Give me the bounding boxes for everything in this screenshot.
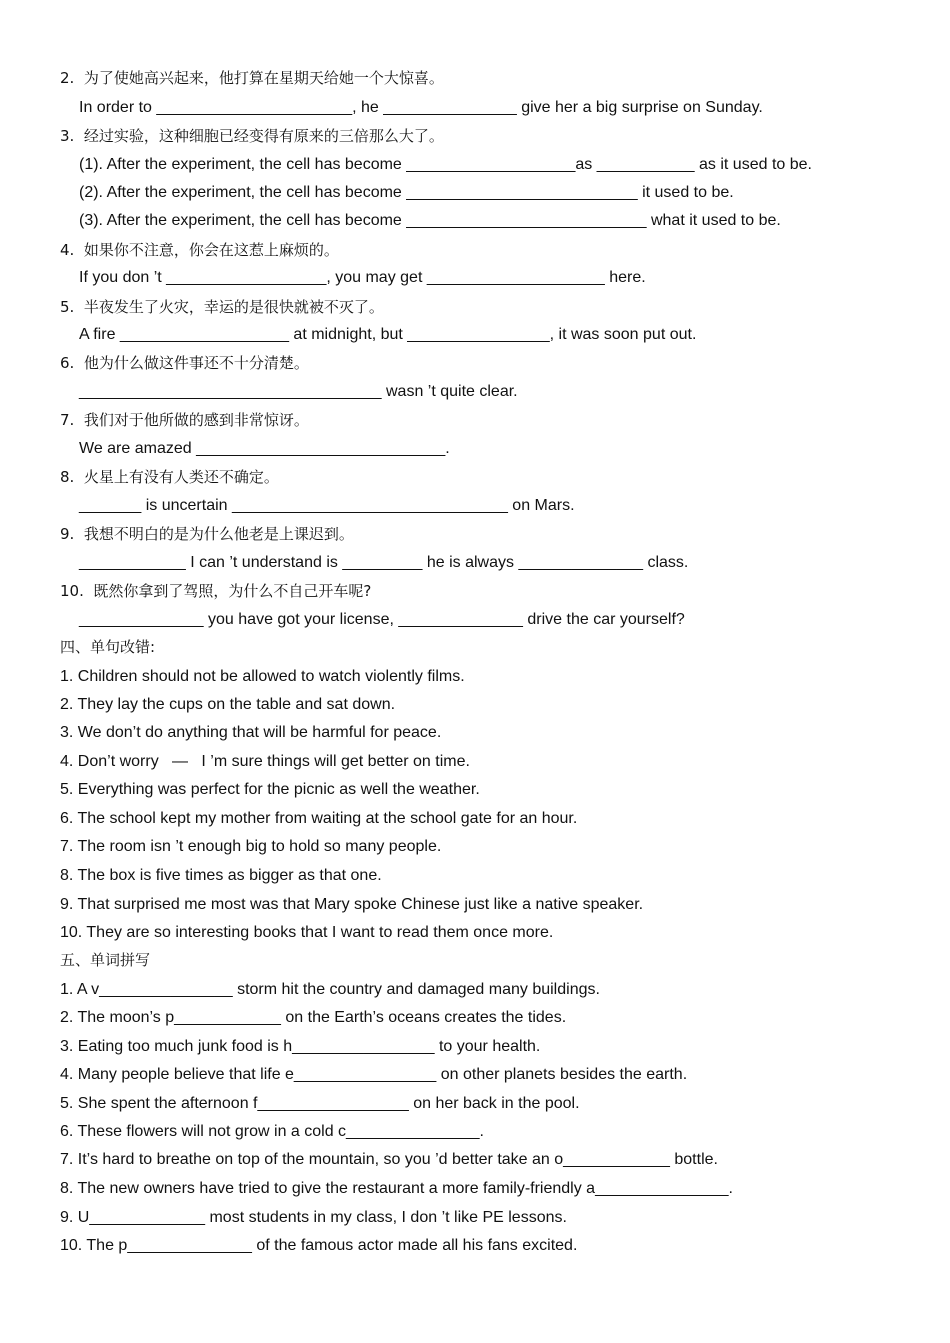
q2-english: In order to ______________________, he _______________ give her a big surprise on Sunday. xyxy=(79,99,763,116)
q6-chinese: 6. 他为什么做这件事还不十分清楚。 xyxy=(60,354,309,372)
section5-item: 9. U_____________ most students in my class, I don ’t like PE lessons. xyxy=(60,1209,567,1226)
section4-item: 8. The box is five times as bigger as that one. xyxy=(60,867,382,884)
section5-item: 1. A v_______________ storm hit the country and damaged many buildings. xyxy=(60,981,600,998)
q4-english: If you don ’t __________________, you may get ____________________ here. xyxy=(79,269,646,286)
q9-english: ____________ I can ’t understand is _________ he is always ______________ class. xyxy=(79,554,689,571)
q10-chinese: 10. 既然你拿到了驾照，为什么不自己开车呢? xyxy=(60,582,372,600)
section5-item: 10. The p______________ of the famous actor made all his fans excited. xyxy=(60,1237,578,1254)
section5-item: 6. These flowers will not grow in a cold c_______________. xyxy=(60,1123,484,1140)
section4-item: 10. They are so interesting books that I want to read them once more. xyxy=(60,924,554,941)
q9-chinese: 9. 我想不明白的是为什么他老是上课迟到。 xyxy=(60,525,354,543)
section4-item: 2. They lay the cups on the table and sat down. xyxy=(60,696,396,713)
section4-item: 5. Everything was perfect for the picnic as well the weather. xyxy=(60,781,480,798)
section4-item: 6. The school kept my mother from waiting at the school gate for an hour. xyxy=(60,810,578,827)
section4-item: 3. We don’t do anything that will be harmful for peace. xyxy=(60,724,442,741)
q5-chinese: 5. 半夜发生了火灾，幸运的是很快就被不灭了。 xyxy=(60,298,384,316)
section5-item: 7. It’s hard to breathe on top of the mountain, so you ’d better take an o____________ bottle. xyxy=(60,1151,718,1168)
section4-heading: 四、单句改错: xyxy=(60,638,156,656)
q6-english: __________________________________ wasn ’t quite clear. xyxy=(79,383,518,400)
section5-item: 5. She spent the afternoon f_________________ on her back in the pool. xyxy=(60,1095,580,1112)
section4-item: 1. Children should not be allowed to watch violently films. xyxy=(60,668,465,685)
q8-chinese: 8. 火星上有没有人类还不确定。 xyxy=(60,468,279,486)
section4-item: 7. The room isn ’t enough big to hold so many people. xyxy=(60,838,442,855)
section5-item: 4. Many people believe that life e________________ on other planets besides the earth. xyxy=(60,1066,688,1083)
q3-english-1: (1). After the experiment, the cell has become ___________________as ___________ as it used to be. xyxy=(79,156,812,173)
section5-item: 2. The moon’s p____________ on the Earth’s oceans creates the tides. xyxy=(60,1009,567,1026)
q4-chinese: 4. 如果你不注意，你会在这惹上麻烦的。 xyxy=(60,241,339,259)
section4-item: 4. Don’t worry — I ’m sure things will get better on time. xyxy=(60,753,470,770)
section5-heading: 五、单词拼写 xyxy=(60,951,151,969)
q3-english-3: (3). After the experiment, the cell has become ___________________________ what it used to be. xyxy=(79,212,781,229)
q3-chinese: 3. 经过实验，这种细胞已经变得有原来的三倍那么大了。 xyxy=(60,127,444,145)
q2-chinese: 2. 为了使她高兴起来，他打算在星期天给她一个大惊喜。 xyxy=(60,69,444,87)
section4-item: 9. That surprised me most was that Mary spoke Chinese just like a native speaker. xyxy=(60,896,644,913)
q8-english: _______ is uncertain _______________________________ on Mars. xyxy=(79,497,575,514)
section5-item: 8. The new owners have tried to give the restaurant a more family-friendly a_______________. xyxy=(60,1180,733,1197)
q7-chinese: 7. 我们对于他所做的感到非常惊讶。 xyxy=(60,411,309,429)
q7-english: We are amazed ____________________________. xyxy=(79,440,450,457)
q5-english: A fire ___________________ at midnight, but ________________, it was soon put out. xyxy=(79,326,697,343)
section5-item: 3. Eating too much junk food is h________________ to your health. xyxy=(60,1038,541,1055)
q3-english-2: (2). After the experiment, the cell has become __________________________ it used to be. xyxy=(79,184,734,201)
q10-english: ______________ you have got your license, ______________ drive the car yourself? xyxy=(79,611,685,628)
